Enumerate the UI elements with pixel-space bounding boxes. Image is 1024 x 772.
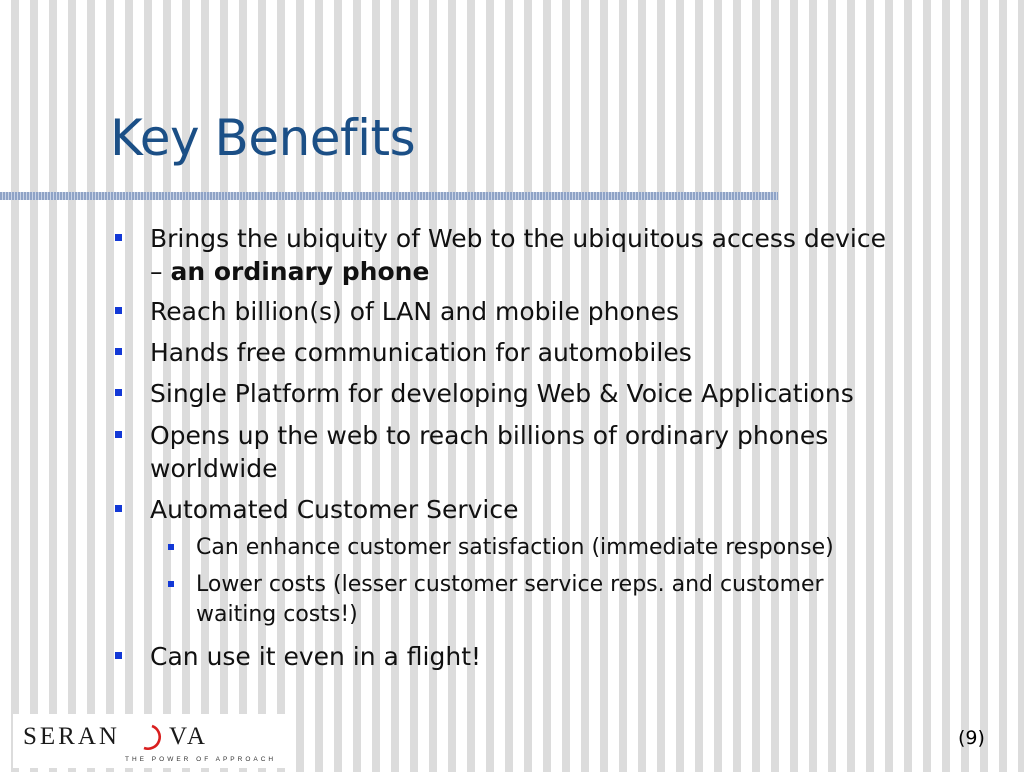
- bullet-item-automated-service: [150, 493, 1000, 526]
- sub-bullet-item-lower-costs: [196, 570, 956, 630]
- logo-red-crescent-icon: [144, 726, 160, 749]
- square-bullet-icon: [168, 581, 174, 587]
- bullet-item-single-platform: [150, 377, 1000, 410]
- bullet-text: Automated Customer Service: [150, 495, 519, 524]
- sub-bullet-text: Can enhance customer satisfaction (immediate response): [196, 535, 834, 560]
- square-bullet-icon: [168, 544, 174, 550]
- square-bullet-icon: [115, 234, 122, 241]
- bullet-text: Reach billion(s) of LAN and mobile phones: [150, 297, 680, 326]
- bullet-item-hands-free: [150, 336, 1000, 369]
- square-bullet-icon: [115, 652, 122, 659]
- company-logo: [13, 714, 291, 768]
- square-bullet-icon: [115, 348, 122, 355]
- bullet-bold-text: an ordinary phone: [170, 257, 430, 286]
- bullet-item-ubiquity: [150, 222, 1000, 288]
- bullet-item-flight: [150, 640, 1000, 673]
- seranova-logo-icon: [13, 714, 291, 768]
- page-number: (9): [958, 727, 985, 749]
- square-bullet-icon: [115, 431, 122, 438]
- sub-bullet-text: Lower costs (lesser customer service reps. and customer: [196, 572, 824, 597]
- bullet-text: Opens up the web to reach billions of ordinary phones: [150, 421, 829, 450]
- bullet-text: Hands free communication for automobiles: [150, 338, 692, 367]
- bullet-text: Brings the ubiquity of Web to the ubiquitous access device: [150, 224, 886, 253]
- square-bullet-icon: [115, 505, 122, 512]
- bullet-text: Single Platform for developing Web & Voice Applications: [150, 379, 854, 408]
- sub-bullet-text-continued: waiting costs!): [196, 602, 358, 627]
- bullet-item-reach: [150, 295, 1000, 328]
- bullet-dash: –: [150, 257, 171, 286]
- title-underline-bar: [0, 192, 778, 200]
- logo-tagline: THE POWER OF APPROACH: [125, 756, 277, 763]
- bullet-text: Can use it even in a flight!: [150, 642, 482, 671]
- sub-bullet-item-satisfaction: [196, 533, 956, 563]
- bullet-item-opens-web: [150, 419, 1000, 485]
- square-bullet-icon: [115, 389, 122, 396]
- logo-text-left: SERAN: [23, 723, 120, 750]
- logo-text-right: VA: [169, 723, 208, 750]
- square-bullet-icon: [115, 307, 122, 314]
- slide-title: Key Benefits: [110, 109, 416, 167]
- bullet-text-continued: worldwide: [150, 454, 278, 483]
